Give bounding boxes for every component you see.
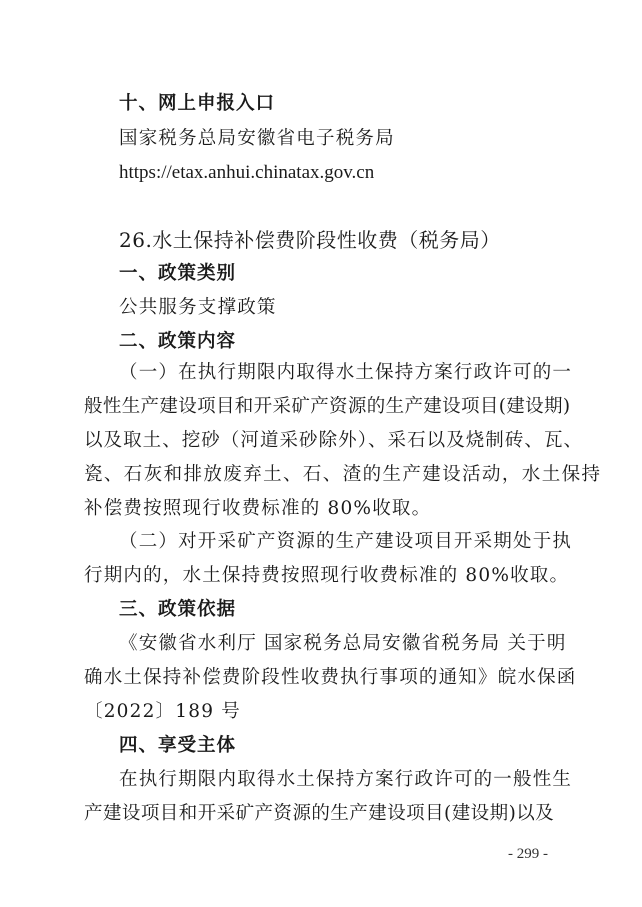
e-tax-bureau-name: 国家税务总局安徽省电子税务局 (119, 128, 395, 149)
policy-content-line: 补偿费按照现行收费标准的 80%收取。 (84, 498, 432, 519)
policy-beneficiary-line: 产建设项目和开采矿产资源的生产建设项目(建设期)以及 (84, 803, 555, 824)
page-number: - 299 - (508, 846, 548, 862)
policy-basis-line: 〔2022〕189 号 (84, 701, 241, 722)
policy-content-line: 以及取土、挖砂（河道采砂除外）、采石以及烧制砖、瓦、 (84, 430, 584, 451)
policy-category-heading: 一、政策类别 (119, 263, 237, 284)
policy-basis-line: 《安徽省水利厅 国家税务总局安徽省税务局 关于明 (119, 633, 567, 654)
policy-content-line: 般性生产建设项目和开采矿产资源的生产建设项目(建设期) (84, 396, 571, 417)
policy-beneficiary-line: 在执行期限内取得水土保持方案行政许可的一般性生 (119, 769, 573, 790)
policy-content-heading: 二、政策内容 (119, 331, 237, 352)
section-ten-heading: 十、网上申报入口 (119, 93, 276, 114)
policy-content-line: （二）对开采矿产资源的生产建设项目开采期处于执 (119, 531, 573, 552)
policy-content-line: （一）在执行期限内取得水土保持方案行政许可的一 (119, 362, 573, 383)
policy-title: 26.水土保持补偿费阶段性收费（税务局） (119, 228, 501, 252)
policy-content-line: 瓷、石灰和排放废弃土、石、渣的生产建设活动，水土保持 (84, 464, 602, 485)
policy-content-line: 行期内的，水土保持费按照现行收费标准的 80%收取。 (84, 565, 570, 586)
policy-category-value: 公共服务支撑政策 (119, 297, 277, 318)
e-tax-url[interactable]: https://etax.anhui.chinatax.gov.cn (119, 162, 375, 183)
policy-basis-heading: 三、政策依据 (119, 599, 237, 620)
policy-beneficiary-heading: 四、享受主体 (119, 735, 237, 756)
policy-basis-line: 确水土保持补偿费阶段性收费执行事项的通知》皖水保函 (84, 667, 577, 688)
